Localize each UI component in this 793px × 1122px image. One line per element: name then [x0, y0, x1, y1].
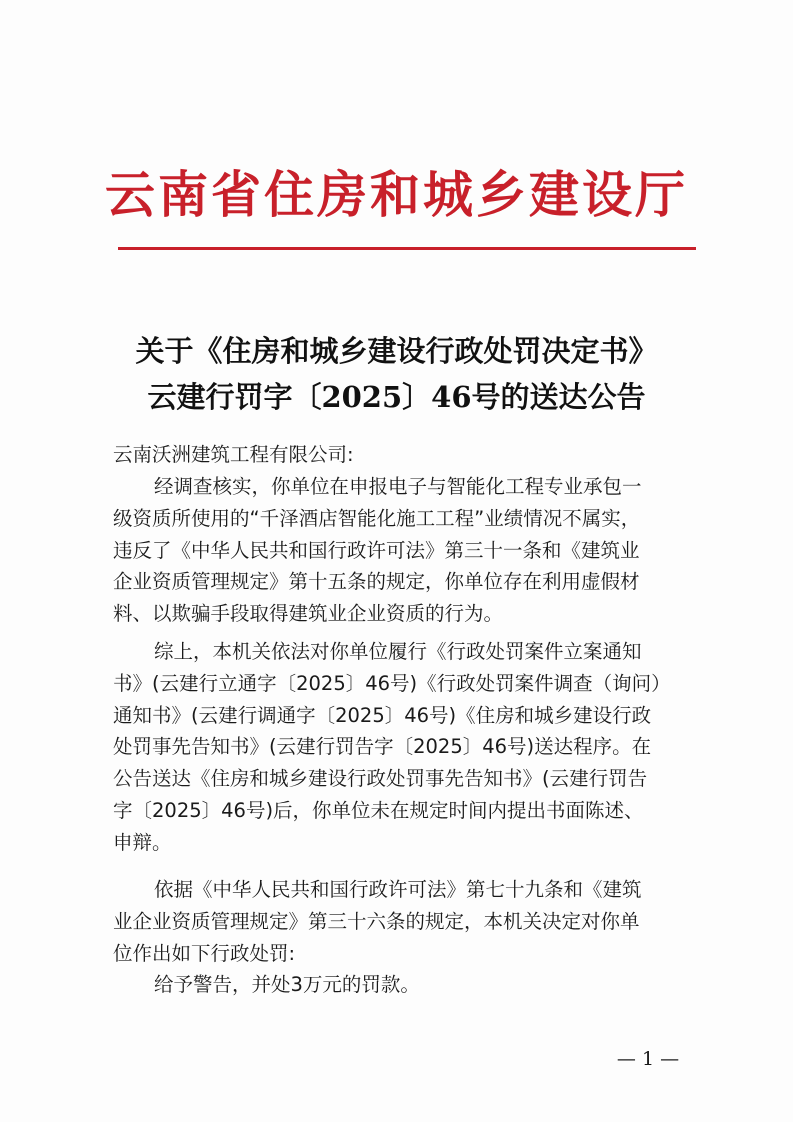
paragraph-line: 依据《中华人民共和国行政许可法》第七十九条和《建筑: [154, 878, 642, 901]
paragraph-line: 业企业资质管理规定》第三十六条的规定，本机关决定对你单: [113, 909, 640, 933]
page-number: — 1 —: [616, 1048, 680, 1070]
issuing-authority-header: 云南省住房和城乡建设厅: [105, 165, 688, 224]
paragraph-legal-basis: [113, 874, 688, 969]
paragraph-line: 位作出如下行政处罚:: [113, 941, 296, 965]
paragraph-line: 给予警告，并处3万元的罚款。: [154, 973, 420, 996]
paragraph-line: 书》(云建行立通字〔2025〕46号)《行政处罚案件调查（询问）: [113, 671, 671, 695]
paragraph-line: 料、以欺骗手段取得建筑业企业资质的行为。: [113, 602, 504, 626]
addressee: 云南沃洲建筑工程有限公司:: [113, 443, 354, 466]
paragraph-line: 处罚事先告知书》(云建行罚告字〔2025〕46号)送达程序。在: [113, 735, 652, 759]
paragraph-line: 综上，本机关依法对你单位履行《行政处罚案件立案通知: [154, 640, 642, 663]
paragraph-line: 字〔2025〕46号)后，你单位未在规定时间内提出书面陈述、: [113, 798, 644, 822]
document-title-line-2: 云建行罚字〔2025〕46号的送达公告: [147, 380, 646, 414]
paragraph-line: 申辩。: [113, 830, 172, 854]
document-title-line-1: 关于《住房和城乡建设行政处罚决定书》: [135, 334, 658, 368]
paragraph-line: 经调查核实，你单位在申报电子与智能化工程专业承包一: [154, 475, 642, 498]
paragraph-findings: [113, 471, 688, 630]
paragraph-procedure: [113, 636, 688, 859]
paragraph-line: 公告送达《住房和城乡建设行政处罚事先告知书》(云建行罚告: [113, 767, 648, 791]
paragraph-line: 级资质所使用的“千泽酒店智能化施工工程”业绩情况不属实，: [113, 506, 641, 530]
paragraph-line: 企业资质管理规定》第十五条的规定，你单位存在利用虚假材: [113, 570, 640, 594]
paragraph-line: 违反了《中华人民共和国行政许可法》第三十一条和《建筑业: [113, 538, 640, 562]
paragraph-penalty: [113, 969, 688, 1001]
red-header-rule: [118, 247, 696, 250]
paragraph-line: 通知书》(云建行调通字〔2025〕46号)《住房和城乡建设行政: [113, 703, 652, 727]
